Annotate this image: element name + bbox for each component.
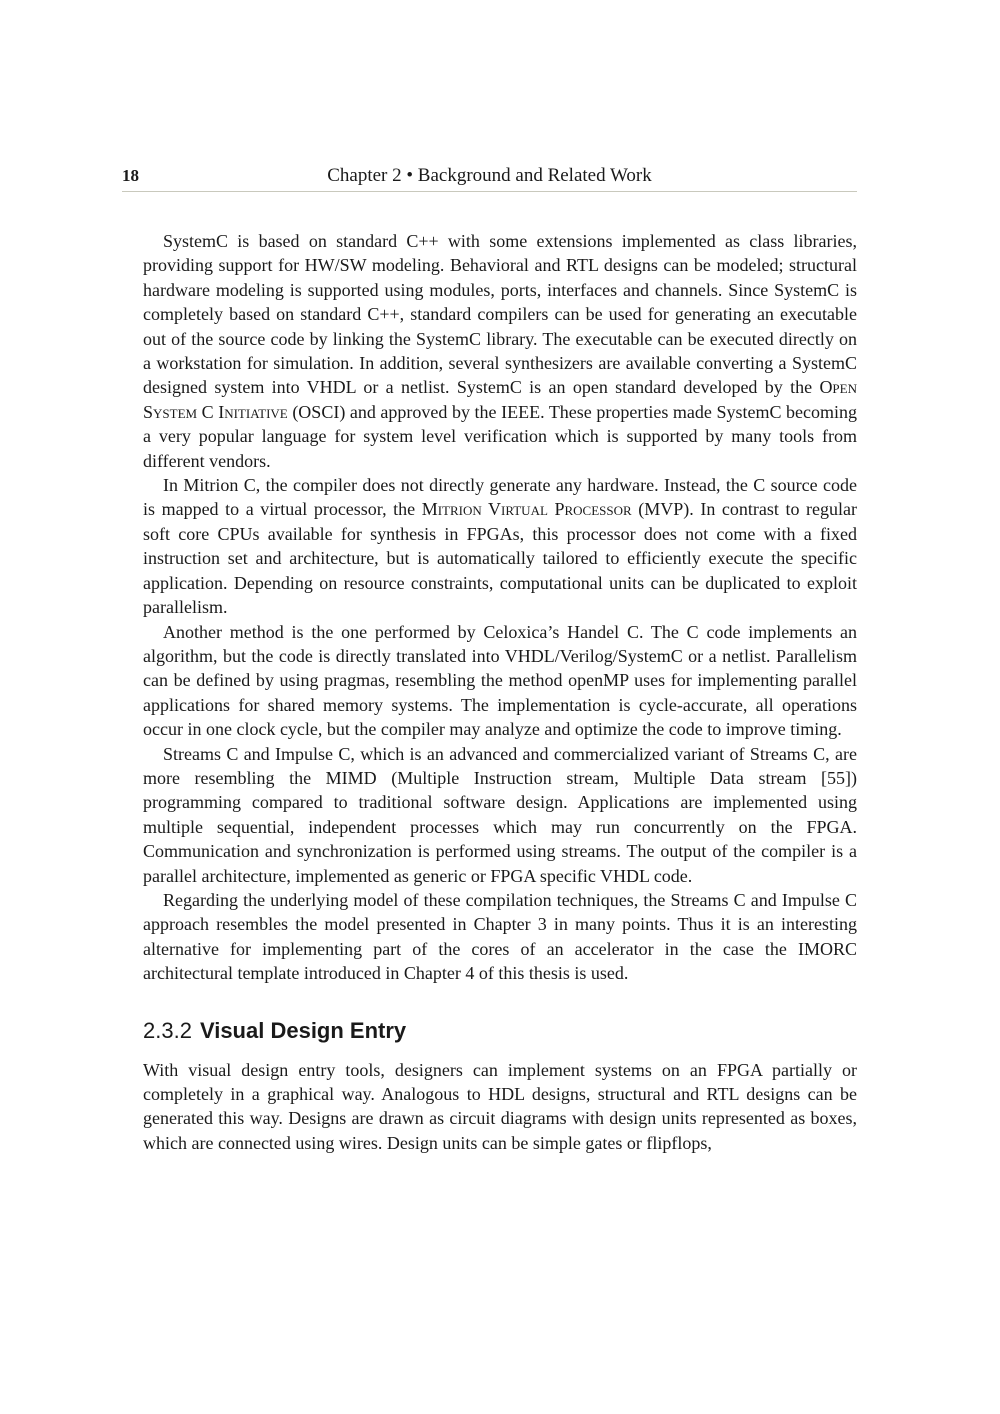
paragraph-text: SystemC is based on standard C++ with some extensions implemented as class libraries, providing support for HW/SW modeling. Behavioral and RTL designs can be modeled; structural hardware modeling is supported using modules, ports, interfaces and channels. Since SystemC is completely based on standard C++, standard compilers can be used for generating an executable out of the source code by linking the SystemC library. The executable can be executed directly on a workstation for simulation. In addition, several synthesizers are available converting a SystemC designed system into VHDL or a netlist. SystemC is an open standard developed by the — [143, 231, 857, 398]
page-header — [122, 164, 857, 192]
body-text — [143, 229, 857, 1155]
paragraph-systemc — [143, 229, 857, 473]
section-heading — [143, 1018, 857, 1044]
section-title: Visual Design Entry — [199, 1017, 407, 1043]
paragraph-handel-c: Another method is the one performed by Celoxica’s Handel C. The C code implements an algorithm, but the code is directly translated into VHDL/Verilog/SystemC or a netlist. Parallelism can be defined by using pragmas, resembling the method openMP uses for implementing parallel applications for shared memory systems. The implementation is cycle-accurate, all operations occur in one clock cycle, but the compiler may analyze and optimize the code to improve timing. — [143, 621, 857, 740]
paragraph-text: (MVP). In contrast to regular soft core CPUs available for synthesis in FPGAs, this processor does not come with a fixed instruction set and architecture, but is automatically tailored to efficiently execute the specific application. Depending on resource constraints, computational units can be duplicated to exploit parallelism. — [143, 499, 857, 618]
section-number: 2.3.2 — [143, 1017, 192, 1043]
paragraph-text: In Mitrion C, the compiler does not directly generate any hardware. Instead, the C source code is mapped to a virtual processor, the — [143, 475, 857, 520]
paragraph-text: (OSCI) and approved by the IEEE. These properties made SystemC becoming a very popular language for system level verification which is supported by many tools from different vendors. — [143, 401, 858, 471]
paragraph-streams-c: Streams C and Impulse C, which is an advanced and commercialized variant of Streams C, are more resembling the MIMD (Multiple Instruction stream, Multiple Data stream [55]) programming compared to traditional software design. Applications are implemented using multiple sequential, independent processes which may run concurrently on the FPGA. Communication and synchronization is performed using streams. The output of the compiler is a parallel architecture, implemented as generic or FPGA specific VHDL code. — [143, 743, 857, 886]
paragraph-model-comparison: Regarding the underlying model of these compilation techniques, the Streams C and Impulse C approach resembles the model presented in Chapter 3 in many points. Thus it is an interesting alternative for implementing part of the cores of an accelerator in the case the IMORC architectural template introduced in Chapter 4 of this thesis is used. — [143, 889, 857, 984]
paragraph-mitrion-c — [143, 473, 857, 619]
running-head: Chapter 2 • Background and Related Work — [327, 165, 652, 186]
paragraph-visual-design-entry: With visual design entry tools, designers can implement systems on an FPGA partially or completely in a graphical way. Analogous to HDL designs, structural and RTL designs can be generated this way. Designs are drawn as circuit diagrams with design units represented as boxes, which are connected using wires. Design units can be simple gates or flipflops, — [143, 1059, 857, 1153]
osci-name: Open System C Initiative — [143, 377, 857, 422]
mvp-name: Mitrion Virtual Processor — [421, 499, 632, 520]
page-number: 18 — [122, 166, 139, 185]
